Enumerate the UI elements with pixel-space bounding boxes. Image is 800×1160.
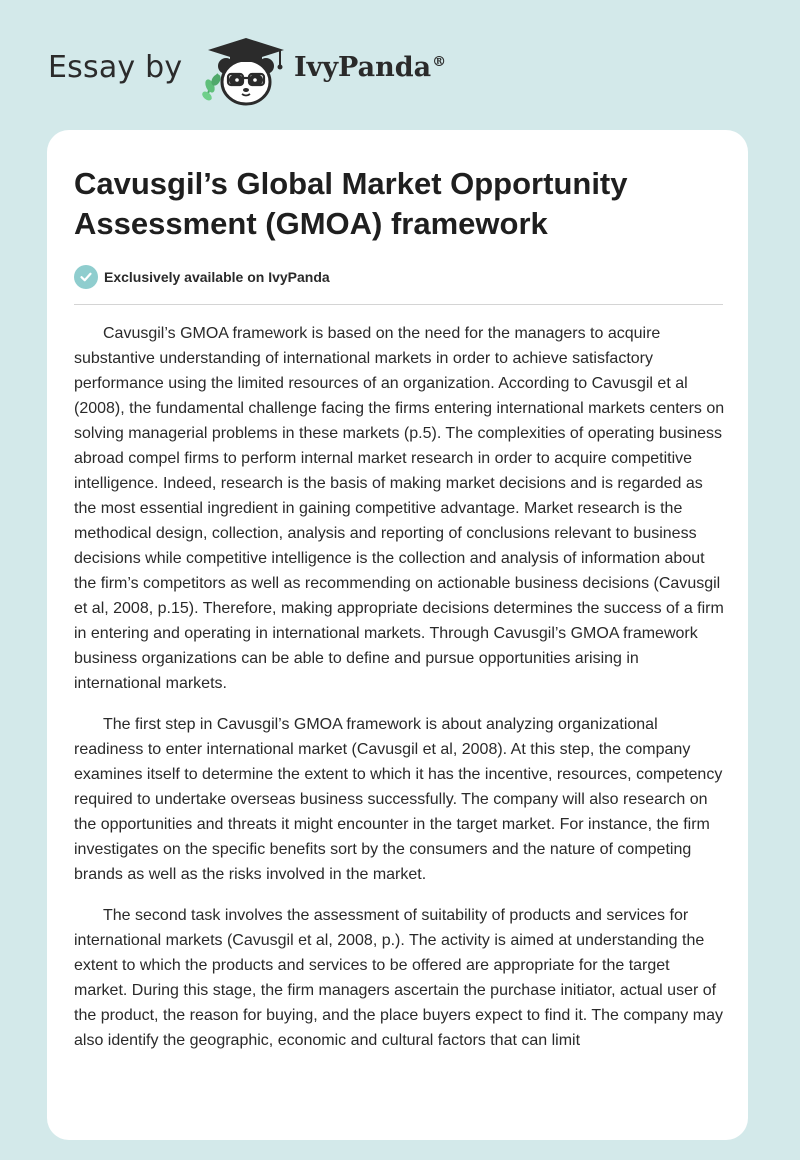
exclusive-badge-label: Exclusively available on IvyPanda <box>104 269 330 285</box>
title-divider <box>74 304 723 305</box>
brand-text: IvyPanda <box>294 52 432 83</box>
paragraph: The first step in Cavusgil’s GMOA framework is about analyzing organizational readiness to enter international market (Cavusgil et al, 2008). At this step, the company examines itself to determine the extent to which it has the incentive, resources, competency required to undertake overseas business successfully. The company will also research on the opportunities and threats it might encounter in the target market. For instance, the firm investigates on the specific benefits sort by the consumers and the nature of competing brands as well as the risks involved in the market. <box>74 716 723 883</box>
essay-card <box>47 130 748 1140</box>
paragraph: The second task involves the assessment of suitability of products and services for international markets (Cavusgil et al, 2008, p.). The activity is aimed at understanding the extent to which the products and services to be offered are appropriate for the target market. During this stage, the firm managers ascertain the purchase initiator, actual user of the product, the reason for buying, and the place buyers expect to find it. The company may also identify the geographic, economic and cultural factors that can limit <box>74 907 723 1049</box>
essay-body <box>74 321 726 1069</box>
site-header <box>0 0 800 120</box>
panda-logo-icon[interactable] <box>200 36 288 110</box>
exclusive-badge <box>74 265 330 289</box>
brand-name[interactable] <box>294 52 446 83</box>
paragraph: Cavusgil’s GMOA framework is based on the need for the managers to acquire substantive understanding of international markets in order to achieve satisfactory performance using the limited resources of an organization. According to Cavusgil et al (2008), the fundamental challenge facing the firms entering international markets centers on solving managerial problems in these markets (p.5). The complexities of operating business abroad compel firms to perform internal market research in order to acquire competitive intelligence. Indeed, research is the basis of making market decisions and is regarded as the most essential ingredient in gaining competitive advantage. Market research is the methodical design, collection, analysis and reporting of conclusions relevant to business decisions while competitive intelligence is the collection and analysis of information about the firm’s competitors as well as recommending on actionable business decisions (Cavusgil et al, 2008, p.15). Therefore, making appropriate decisions determines the success of a firm in entering and operating in international markets. Through Cavusgil’s GMOA framework business organizations can be able to define and pursue opportunities arising in international markets. <box>74 325 725 692</box>
essay-by-label: Essay by <box>48 50 183 85</box>
check-icon <box>74 265 98 289</box>
registered-mark: ® <box>432 54 447 70</box>
essay-title: Cavusgil’s Global Market Opportunity Assessment (GMOA) framework <box>74 166 628 241</box>
